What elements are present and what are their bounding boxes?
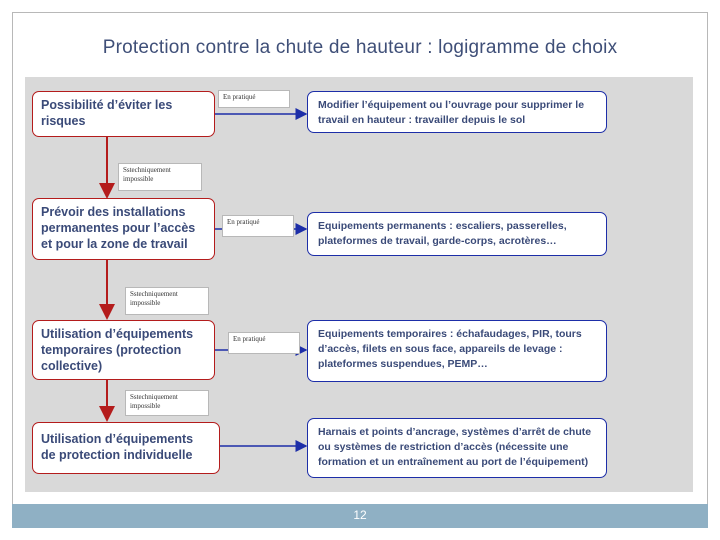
yes-label-2: En pratiqué [222, 215, 294, 237]
step-label: Utilisation d’équipements temporaires (protection collective) [41, 327, 194, 373]
step-label: Possibilité d’éviter les risques [41, 98, 173, 128]
no-label-1: Sstechniquement impossible [118, 163, 202, 191]
solution-text: Harnais et points d’ancrage, systèmes d’arrêt de chute ou systèmes de restriction d’accès (nécessite une formation et un entraînement au port de l’équipement) [318, 426, 592, 468]
solution-temporary-equipment [307, 320, 607, 382]
solution-individual-equipment [307, 418, 607, 478]
step-permanent-installations [32, 198, 215, 260]
solution-text: Equipements permanents : escaliers, passerelles, plateformes de travail, garde-corps, acrotères… [318, 220, 567, 247]
yes-label-3: En pratiqué [228, 332, 300, 354]
step-label: Utilisation d’équipements de protection individuelle [41, 432, 194, 462]
solution-text: Modifier l’équipement ou l’ouvrage pour supprimer le travail en hauteur : travailler depuis le sol [318, 99, 585, 126]
step-label: Prévoir des installations permanentes pour l’accès et pour la zone de travail [41, 205, 196, 251]
step-individual-protection [32, 422, 220, 474]
no-label-2: Sstechniquement impossible [125, 287, 209, 315]
step-temporary-equipment [32, 320, 215, 380]
solution-text: Equipements temporaires : échafaudages, PIR, tours d’accès, filets en sous face, appareils de levage : plateformes suspendues, PEMP… [318, 328, 582, 370]
solution-modify-work [307, 91, 607, 133]
page-title: Protection contre la chute de hauteur : logigramme de choix [102, 37, 618, 58]
page-number: 12 [353, 508, 367, 522]
solution-permanent-equipment [307, 212, 607, 256]
yes-label-1: En pratiqué [218, 90, 290, 108]
no-label-3: Sstechniquement impossible [125, 390, 209, 416]
step-avoid-risk [32, 91, 215, 137]
